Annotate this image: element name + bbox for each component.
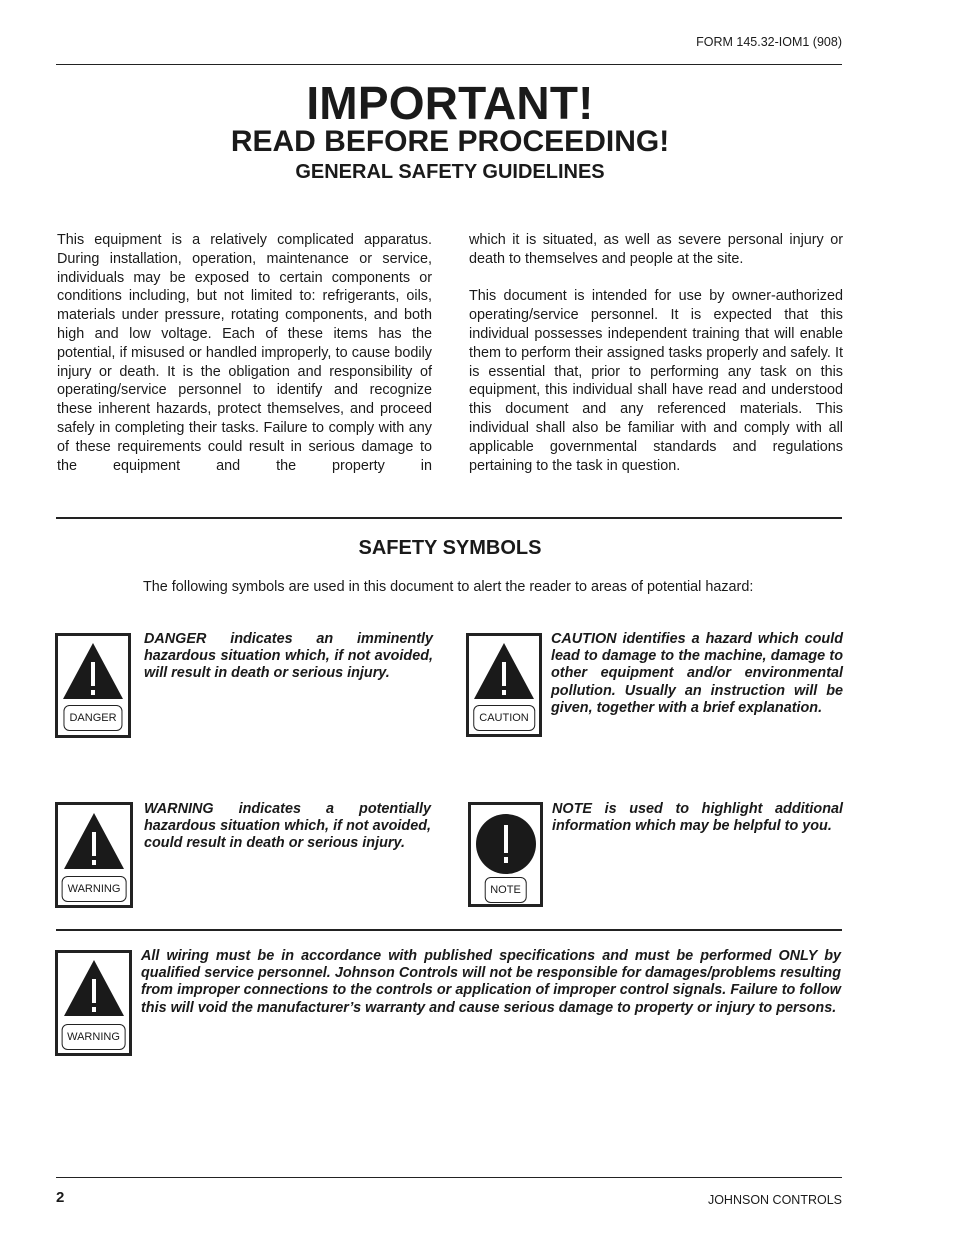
warning-triangle-icon	[63, 812, 125, 870]
warning-description	[144, 801, 431, 853]
body-paragraph-1-continued: which it is situated, as well as severe personal injury or death to themselves and people at the site.	[469, 232, 843, 267]
body-paragraph-1: This equipment is a relatively complicated apparatus. During installation, operation, maintenance or service, individuals may be exposed to certain components or conditions including, but not limited to: refrigerants, oils, materials under pressure, rotating components, and both high and low voltage. Each of these items has the potential, if misused or handled improperly, to cause bodily injury or death. It is the obligation and responsibility of operating/service personnel to identify and recognize these inherent hazards, protect themselves, and proceed safely in completing their tasks. Failure to comply with any of these requirements could result in serious damage to the equipment and the property in	[57, 232, 432, 474]
header-rule	[56, 64, 842, 65]
form-number: FORM 145.32-IOM1 (908)	[696, 35, 842, 49]
warning-text: WARNING indicates a potentially hazardous situation which, if not avoided, could result in death or serious injury.	[144, 801, 431, 852]
safety-symbols-intro: The following symbols are used in this document to alert the reader to areas of potential hazard:	[143, 579, 754, 595]
page-number: 2	[56, 1189, 65, 1206]
note-description	[552, 801, 843, 835]
section-rule	[56, 517, 842, 519]
danger-text: DANGER indicates an imminently hazardous situation which, if not avoided, will result in death or serious injury.	[144, 631, 433, 682]
page-subtitle: READ BEFORE PROCEEDING!	[230, 125, 670, 158]
warning-triangle-icon	[63, 959, 125, 1017]
footer-rule	[56, 1177, 842, 1178]
footer-company: JOHNSON CONTROLS	[707, 1193, 842, 1207]
section-heading: GENERAL SAFETY GUIDELINES	[295, 161, 605, 183]
danger-label: DANGER	[63, 705, 122, 731]
caution-label: CAUTION	[473, 705, 535, 731]
wiring-warning-label: WARNING	[61, 1024, 126, 1050]
note-text: NOTE is used to highlight additional information which may be helpful to you.	[552, 801, 843, 835]
danger-description	[144, 631, 433, 683]
wiring-warning-description	[141, 948, 841, 1017]
note-symbol	[468, 802, 543, 907]
wiring-warning-symbol	[55, 950, 132, 1056]
safety-symbols-title: SAFETY SYMBOLS	[358, 537, 542, 559]
body-column-left	[57, 231, 432, 475]
body-column-right	[469, 231, 843, 475]
caution-description	[551, 631, 843, 717]
warning-symbol	[55, 802, 133, 908]
caution-text: CAUTION identifies a hazard which could lead to damage to the machine, damage to other equipment and/or environmental pollution. Usually an instruction will be given, together with a brief explanation.	[551, 631, 843, 716]
page-title: IMPORTANT!	[306, 77, 594, 129]
caution-symbol	[466, 633, 542, 737]
wiring-warning-text: All wiring must be in accordance with published specifications and must be performed ONLY by qualified service personnel. Johnson Controls will not be responsible for damages/problems resulting from improper connections to the controls or application of improper control signals. Failure to follow this will void the manufacturer’s warranty and cause serious damage to property or injury to persons.	[141, 948, 841, 1016]
note-label: NOTE	[484, 877, 527, 903]
warning-triangle-icon	[473, 642, 535, 700]
warning-label: WARNING	[62, 876, 127, 902]
body-paragraph-2: This document is intended for use by owner-authorized operating/service personnel. It is expected that this individual possesses independent training that will enable them to perform their assigned tasks properly and safely. It is essential that, prior to performing any task on this equipment, this individual shall have read and understood this document and any referenced materials. This individual shall also be familiar with and comply with all applicable governmental standards and regulations pertaining to the task in question.	[469, 288, 843, 474]
danger-symbol	[55, 633, 131, 738]
wiring-rule	[56, 929, 842, 931]
exclamation-circle-icon	[475, 813, 537, 875]
warning-triangle-icon	[62, 642, 124, 700]
